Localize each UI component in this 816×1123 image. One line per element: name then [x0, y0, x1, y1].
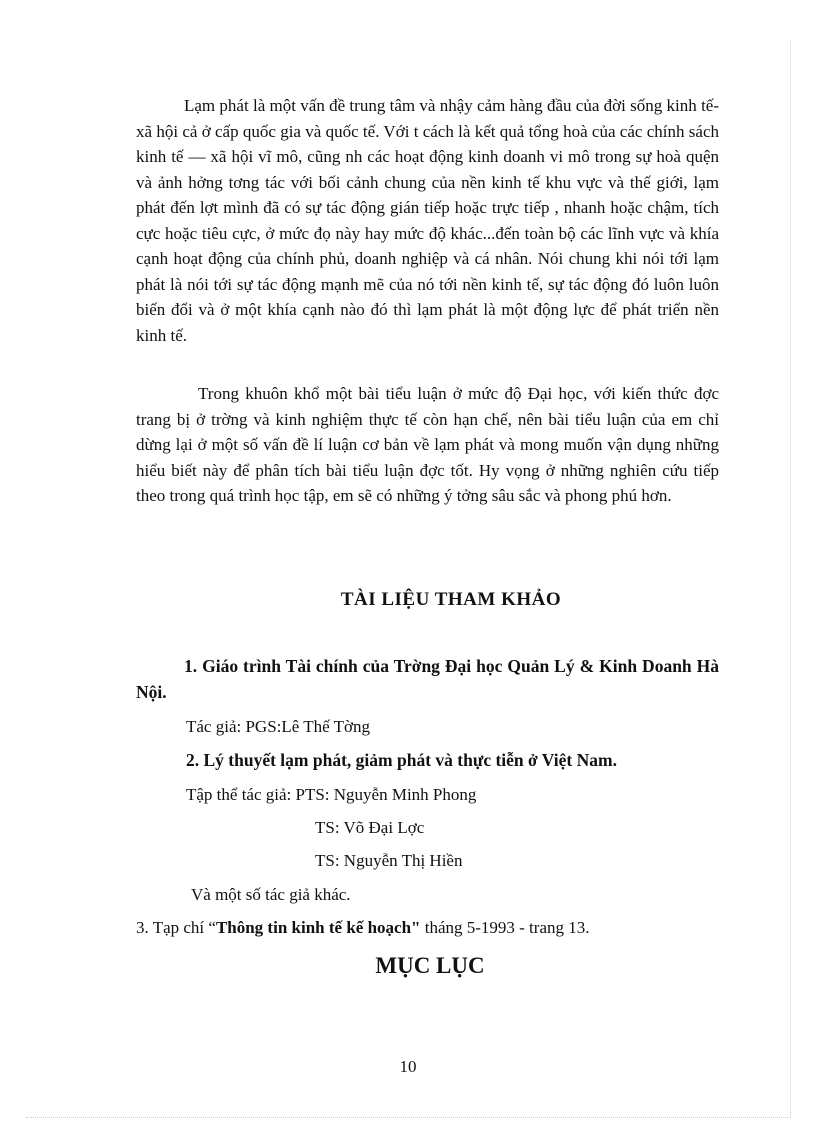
reference-2-collective-authors: Tập thể tác giả: PTS: Nguyễn Minh Phong: [186, 785, 477, 804]
reference-3: [136, 915, 590, 941]
references-title: TÀI LIỆU THAM KHẢO: [340, 589, 562, 610]
reference-2-coauthor: TS: Nguyễn Thị Hiền: [315, 851, 463, 870]
table-of-contents-title: MỤC LỤC: [375, 953, 485, 978]
reference-3-journal: Thông tin kinh tế kế hoạch": [215, 918, 421, 937]
page-border-bottom: [26, 1117, 790, 1118]
reference-2-coauthor: TS: Võ Đại Lợc: [315, 818, 425, 837]
reference-2-title: 2. Lý thuyết lạm phát, giảm phát và thực tiễn ở Việt Nam.: [186, 750, 617, 770]
reference-3-suffix: tháng 5-1993 - trang 13.: [420, 918, 590, 937]
page-number: 10: [399, 1057, 417, 1076]
reference-1-author: Tác giả: PGS:Lê Thế Tờng: [186, 717, 370, 736]
reference-3-prefix: 3. Tạp chí “: [136, 918, 216, 937]
scope-paragraph: Trong khuôn khổ một bài tiểu luận ở mức độ Đại học, với kiến thức đợc trang bị ở trờng và kinh nghiệm thực tế còn hạn chế, nên bài tiểu luận của em chỉ dừng lại ở một số vấn đề lí luận cơ bản về lạm phát và mong muốn vận dụng những hiểu biết này để phân tích bài tiểu luận đợc tốt. Hy vọng ở những nghiên cứu tiếp theo trong quá trình học tập, em sẽ có những ý tởng sâu sắc và phong phú hơn.: [136, 384, 719, 505]
reference-1-title: 1. Giáo trình Tài chính của Trờng Đại học Quản Lý & Kinh Doanh Hà Nội.: [136, 656, 719, 702]
reference-2-other-authors: Và một số tác giả khác.: [191, 885, 351, 904]
intro-paragraph: Lạm phát là một vấn đề trung tâm và nhậy cảm hàng đầu của đời sống kinh tế- xã hội cả ở cấp quốc gia và quốc tế. Với t cách là kết quả tổng hoà của các chính sách kinh tế — xã hội vĩ mô, cũng nh các hoạt động kinh doanh vi mô trong sự hoà quện và ảnh hởng tơng tác với bối cảnh chung của nền kinh tế khu vực và thế giới, lạm phát đến lợt mình đã có sự tác động gián tiếp hoặc trực tiếp , nhanh hoặc chậm, tích cực hoặc tiêu cực, ở mức đọ này hay mức độ khác...đến toàn bộ các lĩnh vực và khía cạnh hoạt động của chính phủ, doanh nghiệp và cá nhân. Nói chung khi nói tới lạm phát là nói tới sự tác động mạnh mẽ của nó tới nền kinh tế, sự tác động đó luôn luôn biến đổi và ở một khía cạnh nào đó thì lạm phát là một động lực để phát triển nền kinh tế.: [136, 96, 719, 345]
page-border-right: [790, 40, 791, 1117]
